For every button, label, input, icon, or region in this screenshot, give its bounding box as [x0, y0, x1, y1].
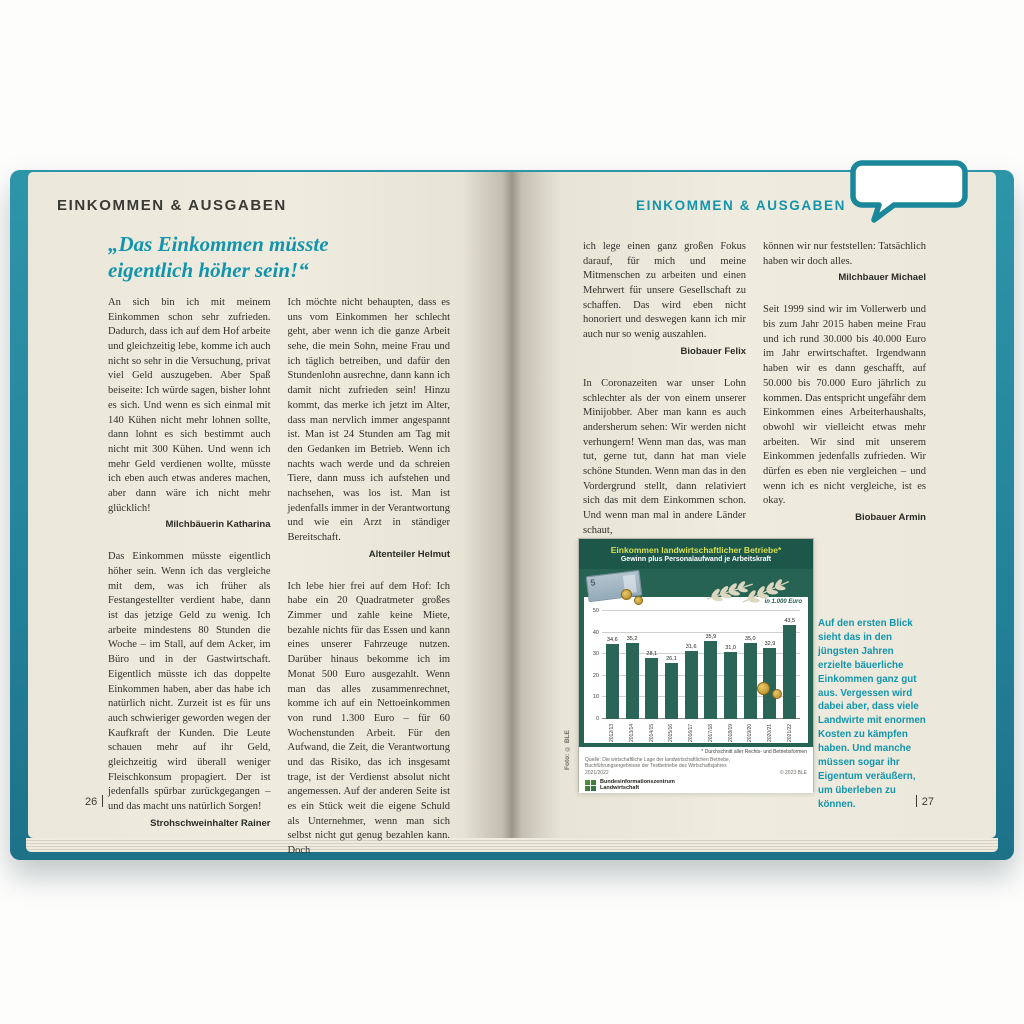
x-tick-label: 2013/14 [629, 723, 636, 742]
chart-plot-area [592, 608, 800, 722]
open-book [10, 170, 1014, 860]
chart-footnote: * Durchschnitt aller Rechts- und Betriebsformen [701, 749, 807, 755]
bar [762, 611, 779, 719]
x-tick-label: 2019/20 [747, 723, 754, 742]
bar-rect [645, 658, 658, 719]
quote-block [763, 240, 926, 283]
quote-attribution: Altenteiler Helmut [368, 548, 450, 560]
left-column-2 [288, 296, 451, 879]
bar-value-label: 32,9 [764, 640, 776, 647]
chart-source-row [585, 757, 807, 776]
bar-value-label: 35,9 [705, 634, 717, 641]
x-tick-label: 2015/16 [668, 723, 675, 742]
quote-block [763, 303, 926, 523]
bar-rect [626, 643, 639, 719]
quote-block [288, 580, 451, 859]
bar [683, 611, 700, 719]
quote-text: Das Einkommen müsste eigentlich höher sein. Wenn ich das vergleiche mit dem, was ich früher als Festangestellter verdient habe, dann ist das jetzige Geld zu wenig. Ich arbeite mindestens 80 Stunden die Woche – im Stall, auf dem Acker, im Büro und in der Gastwirtschaft. Eigentlich müsste ich das doppelte Einkommen haben, aber das habe ich natürlich nicht. Zurzeit ist es für uns auch schwieriger geworden wegen der Kaufkraft der Kunden. Die Leute schauen mehr auf ihr Geld, gleichzeitig wird überall weniger Fleischkonsum propagiert. Der ist jedenfalls spürbar zurückgegangen – und das macht uns natürlich Sorgen! [108, 551, 271, 812]
y-tick-label: 40 [592, 629, 599, 636]
x-tick-label: 2012/13 [609, 723, 616, 742]
bar [643, 611, 660, 719]
bar-value-label: 43,5 [784, 618, 796, 625]
quote-text: Ich lebe hier frei auf dem Hof: Ich habe ein 20 Quadratmeter großes Zimmer und zahle keine Miete, bezahle nichts für das Essen und kann eines unserer Fahrzeuge nutzen. Darüber hinaus bekomme ich im Monat 500 Euro ausgezahlt. Wenn man das alles zusammenrechnet, komme ich auf ein Nettoeinkommen von rund 1.300 Euro – für 60 Wochenstunden Arbeit. Für den Aufwand, die Zeit, die Verantwortung und das Risiko, das ich insgesamt trage, ist der Verdienst absolut nicht angemessen. Auf der anderen Seite ist es ein Stück weit die eigene Schuld als Unternehmer, wenn man sich selbst nicht gut genug bezahlen kann. Doch [287, 580, 450, 857]
y-tick-label: 10 [592, 694, 599, 701]
chart-title: Einkommen landwirtschaftlicher Betriebe* [610, 545, 782, 555]
bar [722, 611, 739, 719]
page-number-value: 27 [921, 796, 934, 808]
quote-block [583, 240, 746, 357]
page-number-left [85, 795, 108, 808]
bar-rect [704, 641, 717, 719]
chart-plot-panel [584, 597, 808, 743]
coin-icon [634, 596, 643, 605]
ble-logo-text: Bundesinformationszentrum Landwirtschaft [600, 778, 675, 792]
bar-rect [665, 663, 678, 719]
headline-line-2: eigentlich höher sein!“ [108, 257, 309, 282]
chart-bars [602, 611, 800, 719]
bar-rect [724, 652, 737, 719]
quote-text: ich lege einen ganz großen Fokus darauf, für mich und meine Mitmenschen zu arbeiten und einen Mehrwert für unsere Gesellschaft zu schaffen. Das wird eben nicht honoriert und deswegen kann ich mir auch nur so wenig auszahlen. [583, 241, 746, 341]
photo-credit: Foto: © BLE [564, 730, 571, 770]
y-tick-label: 0 [595, 716, 599, 722]
x-tick-label: 2021/22 [786, 723, 793, 742]
ble-logo-icon [585, 780, 596, 791]
page-number-divider [916, 795, 917, 807]
chart-footer [579, 747, 813, 793]
quote-attribution: Biobauer Felix [680, 345, 746, 357]
bar-value-label: 26,1 [666, 655, 677, 662]
income-chart-card [578, 538, 814, 792]
left-page [28, 172, 512, 857]
page-number-divider [102, 795, 103, 807]
coin-icon [621, 589, 632, 600]
x-tick-label: 2018/19 [727, 723, 734, 742]
bar-rect [744, 643, 757, 719]
sidebar-commentary: Auf den ersten Blick sieht das in den jüngsten Jahren erzielte bäuerliche Einkommen ganz gut aus. Vergessen wird dabei aber, dass viele Landwirte mit enormen Kosten zu kämpfen haben. Und manche müssen sogar ihr Eigentum veräußern, um überleben zu können. [818, 618, 926, 810]
bar-rect [606, 644, 619, 719]
bar-value-label: 31,6 [685, 643, 697, 650]
y-tick-label: 30 [592, 651, 599, 658]
coin-icon [757, 682, 770, 695]
chart-logo-row [585, 779, 807, 792]
left-page-columns [108, 296, 450, 879]
chart-x-labels [602, 720, 800, 742]
page-number-right [911, 795, 934, 808]
right-page [512, 172, 996, 838]
left-section-header: EINKOMMEN & AUSGABEN [57, 197, 287, 214]
quote-text: An sich bin ich mit meinem Einkommen schon sehr zufrieden. Dadurch, dass ich auf dem Hof arbeite und gleichzeitig lebe, komme ich auch nicht so sehr in die Versuchung, privat viel Geld auszugeben. Aber Spaß beiseite: Ich würde sagen, bisher lohnt es sich. Und wenn es sich einmal mit 140 Kühen nicht mehr lohnen sollte, dann lohnt es sich bestimmt auch nicht mit 300 Kühen. Und wenn ich mehr Geld verdienen wollte, müsste ich eben auch etwas anderes machen, aber dann wäre ich nicht mehr glücklich! [108, 297, 271, 514]
y-tick-label: 20 [592, 672, 599, 679]
chart-copyright: © 2023 BLE [779, 769, 807, 776]
quote-attribution: Strohschweinhalter Rainer [150, 817, 271, 829]
bar [742, 611, 759, 719]
bar [781, 611, 798, 719]
quote-text: Ich möchte nicht behaupten, dass es uns vom Einkommen her schlecht geht, aber wenn ich die ganze Arbeit sehe, die mein Sohn, meine Frau und ich täglich betreiben, und dafür den Stundenlohn ausrechne, dann kann ich damit nicht zufrieden sein! Hinzu kommt, das merke ich jetzt im Alter, dass man nervlich immer angespannt ist. Man ist 24 Stunden am Tag mit den Gedanken im Betrieb. Wenn ich nachts wach werde und da schreien Tiere, dann muss ich aufstehen und nachsehen, was los ist. Man ist jedenfalls immer in der Verantwortung und wie ein Arzt in ständiger Bereitschaft. [287, 297, 451, 543]
right-column-1 [583, 240, 746, 558]
quote-attribution: Milchbauer Michael [838, 272, 926, 284]
bar-value-label: 34,6 [606, 637, 618, 644]
bar-value-label: 35,2 [626, 635, 638, 642]
chart-header [579, 539, 813, 569]
quote-text: Seit 1999 sind wir im Vollerwerb und bis zum Jahr 2015 haben meine Frau und ich rund 30.000 bis 40.000 Euro im Jahr erwirtschaftet. Irgendwann haben wir es dann geschafft, auf 50.000 bis 70.000 Euro jährlich zu kommen. Das entspricht ungefähr dem Einkommen eines Arbeiterhaushalts, obwohl wir vielleicht etwas mehr arbeiten. Wir sind mit unserem Einkommen jedenfalls zufrieden. Wir dürfen es eben nie vergleichen – und wenn ich es nicht vergleiche, ist es okay. [763, 304, 926, 507]
chart-source: Quelle: Die wirtschaftliche Lage der landwirtschaftlichen Betriebe, Buchführungsergebnisse der Testbetriebe des Wirtschaftsjahres 2021/2022 [585, 757, 731, 776]
quote-text: In Coronazeiten war unser Lohn schlechter als der von einem unserer Minijobber. Aber man kann es auch andersherum sehen: Wir werden nicht verhungern! Wenn man das, was man tut, gerne tut, dann hat man viele schöne Stunden. Wenn man das in den Vordergrund stellt, dann relativiert sich das mit dem Einkommen schon. Und wenn man mal in andere Länder schaut, [583, 377, 746, 536]
x-tick-label: 2016/17 [688, 723, 695, 742]
speech-bubble-icon [848, 160, 970, 224]
headline-line-1: „Das Einkommen müsste [108, 232, 329, 256]
right-section-header: EINKOMMEN & AUSGABEN [635, 198, 846, 213]
bar-rect [783, 625, 796, 719]
wheat-icon [699, 569, 811, 603]
bar-value-label: 31,0 [725, 645, 736, 652]
x-tick-label: 2017/18 [707, 723, 714, 742]
bar [703, 611, 720, 719]
bar-rect [685, 651, 698, 719]
quote-attribution: Milchbäuerin Katharina [165, 519, 271, 531]
left-column-1 [108, 296, 271, 879]
bar-value-label: 35,0 [744, 636, 756, 643]
right-page-columns [583, 240, 927, 558]
quote-block [108, 550, 271, 828]
quote-block [288, 296, 451, 560]
bar [604, 611, 621, 719]
bar-value-label: 28,1 [646, 651, 658, 658]
x-tick-label: 2014/15 [648, 723, 655, 742]
y-tick-label: 50 [592, 608, 599, 614]
quote-block [108, 296, 271, 530]
chart-body [579, 569, 813, 747]
banknote-denomination: 5 [589, 577, 597, 588]
pull-quote-headline [108, 232, 408, 283]
x-tick-label: 2020/21 [766, 723, 773, 742]
coin-icon [772, 689, 782, 699]
right-column-2 [763, 240, 926, 558]
bar [663, 611, 680, 719]
quote-attribution: Biobauer Armin [855, 512, 926, 523]
page-number-value: 26 [85, 796, 98, 808]
bar [624, 611, 641, 719]
quote-text: können wir nur feststellen: Tatsächlich haben wir doch alles. [763, 241, 926, 267]
chart-unit-label: in 1.000 Euro [764, 599, 802, 605]
quote-block [583, 377, 746, 539]
chart-subtitle: Gewinn plus Personalaufwand je Arbeitskraft [620, 556, 772, 563]
